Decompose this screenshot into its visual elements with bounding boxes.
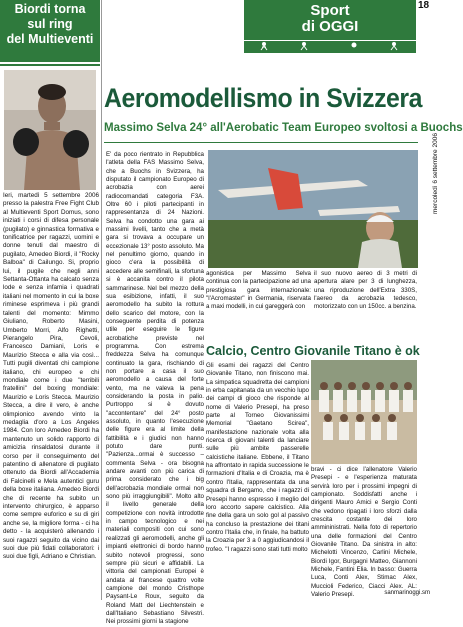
left-article-body bbox=[3, 192, 99, 597]
headline-rule bbox=[104, 142, 418, 143]
boxer-photo-graphic bbox=[4, 70, 96, 190]
article-text: il suo nuovo aereo di 3 metri di apertura alare per 3 di lunghezza, una riproduzione dell'Extra 330S, l'aereo da acrobazia tedesco, motorizzato con un 150cc. a benzina. bbox=[314, 270, 417, 311]
team-photo bbox=[311, 360, 417, 464]
boxer-photo bbox=[4, 70, 96, 190]
left-headline-line: del Multieventi bbox=[6, 32, 94, 46]
page-number: 18 bbox=[418, 0, 430, 11]
left-headline-line: sul ring bbox=[27, 17, 73, 31]
calcio-column-1 bbox=[206, 362, 309, 598]
section-title-line: Sport bbox=[310, 2, 350, 19]
runner-logo bbox=[244, 40, 416, 52]
pilot-plane-photo bbox=[208, 150, 418, 268]
site-url: sanmarinoggi.sm bbox=[384, 590, 430, 596]
calcio-text: bravi - ci dice l'allenatore Valerio Presepi - e l'esperienza maturata servirà loro per i prossimi impegni di campionato. Soddisfatti anche i dirigenti Mauro Amici e Sergio Conti che vedono ripagati i loro sforzi dalla crescita costante dei loro ammininistrati. Nella foto di repertorio una delle formazioni del Centro Giovanile Titano. Da sinistra in alto: Michelotti Vincenzo, Carlini Michele, Biordi Igor, Burgagni Matteo, Giannoni Michele, Fantini Elia. In basso: Guerra Luca, Conti Alex, Stimac Alex, Muccioli Federico, Ciacci Alex. AL: Valerio Presepi. bbox=[311, 466, 417, 599]
calcio-text: Gli esami dei ragazzi del Centro Giovanile Titano, non finiscono mai. La simpatica squadretta dei campioni in erba capitanata da un vecchio lupo dei campi di gioco che risponde al nome di Valerio Presepi, ha preso parte al Torneo Giovanissimi Memorial "Gaetano Scirea", manifestazione nazionale volta alla ricerca di giovani talenti da lanciare sulle più ambite passerelle calcistiche italiane. Ebbene, il Titano ha affrontato in rapida successione le formazioni d'Italia e di Croazia, ma è contro l'Italia, rappresentata da una squadra di Bergamo, che i ragazzi di Presepi hanno espresso il meglio del loro accorto sapere calcistico. Alla fine della gara un solo gol al passivo ha concluso la prestazione dei titani contro l'Italia che, in finale, ha battuto la Croazia per 3 a 0 aggiudicandosi il trofeo. "I ragazzi sono stati tutti molto bbox=[206, 362, 309, 553]
article-text: agonistica per Massimo Selva continua con la partecipazione ad una prestigiosa gara internazionale: "l'Acromaster" in Germania, riservata a maxi modelli, in cui gareggerà con bbox=[206, 270, 311, 311]
date-strip bbox=[422, 14, 439, 214]
article-column-1 bbox=[106, 151, 204, 626]
left-divider bbox=[0, 64, 100, 66]
article-column-3 bbox=[314, 270, 417, 350]
section-title-line: di OGGI bbox=[301, 18, 359, 35]
left-headline bbox=[0, 0, 100, 62]
column-separator bbox=[101, 0, 102, 600]
left-article-text: Ieri, martedì 5 settembre 2006 presso la palestra Free Fight Club al Multieventi Sport Domus, sono iniziati i corsi di difesa personale (pugilato) e ginnastica formativa e tonificatrice per ragazzi, uomini e donne tenuti dal maestro di pugilato, Amedeo Biordi, il "Rocky Balboa" di Cailungo. Si, proprio lui, il pugile che negli anni Settanta-Ottanta ha calcato senza lode e senza infamia i quadrati italiani nel momento in cui la boxe riminese esprimeva i più grandi talenti del momento: Mimmo Giuliano, Roberto Masini, Umberto Morri, Alfo Righetti, Pierangelo Pira, Cevoli, Francesco Damiani, Loris e Maurizio Stecca e alla via così... Tutti pugili diventati chi campione italiano, chi europeo e chi mondiale come i due "terribili fratellini" del boxing mondiale: Maurizio e Loris Stecca. Maurizio Stecca, a dire il vero, è anche olimpionico avendo vinto la medaglia d'oro a Los Angeles 1984. Con loro Amedeo Biordi ha mantenuto un solido rapporto di amicizia rinsaldatosi durante il corso per il conseguimento del patentino di allenatore di pugilato ottenuto da Biordi all'Accademia di Falcinelli e Mela autentici guru della boxe italiana. Amedeo Biordi che di recente ha subito un intervento chirurgico, è apparso come sempre euforico e su di giri anche se, la migliore forma - ci ha detto - la acquisterò allenando i suoi ragazzi seguito da vicino dai suoi due più fidati collaboratori: i suoi due figli, Adriano e Christian. bbox=[3, 192, 99, 561]
pilot-plane-graphic bbox=[208, 150, 418, 268]
article-text: E' da poco rientrato in Repubblica l'atleta della FAS Massimo Selva, che a Buochs in Svizzera, ha disputato il campionato Europeo di acrobazia con aerei radiocomandati categoria F3A. Oltre 60 i piloti partecipanti in rappresentanza di 24 Nazioni. Selva ha condotto una gara ai massimi livelli, tanto che a metà gara si trovava a occupare un eccezionale 13° posto assoluto. Ma nel penultimo giorno, quando in gioco c'era la possibilità di accedere alle semifinali, la sfortuna si è accanita contro il pilota sammarinese. Nel bel mezzo della sua esibizione, infatti, il suo aeromodello ha subito la rottura dello scarico del motore, con la conseguente perdita di potenza utile per eseguire le figure acrobatiche previste nel programma. Con estrema freddezza Selva ha comunque continuato la gara, rischiando di non portare a casa il suo aeromodello a causa del forte vento, ma ne valeva la pena considerando la posta in palio. Purtroppo si è dovuto "accontentare" del 24° posto assoluto, in quanto l'esecuzione delle figure era al limite della fattibilità e i giudici non hanno potuto dare punti. "Pazienza...ormai è successo – commenta Selva - ora bisogna andare avanti con più carica di prima considerato che i big dell'acrobazia mondiale ormai non sono più irraggiungibili". Molto alto il livello generale della competizione con novità introdotte in campo tecnologico e nei materiali compositi con cui sono realizzati gli aeromodelli, anche gli impianti elettronici di bordo hanno subito notevoli progressi, sono sempre più sicuri e affidabili. La vittoria del campionati Europei è andata al francese quattro volte campione del mondo Cristhope Paysant-Le Roux, seguito da Roland Matt del Liechtenstein e dall'Italiano Sebastiano Silvestri. Nei prossimi giorni la stagione bbox=[106, 151, 204, 626]
team-photo-graphic bbox=[311, 360, 417, 464]
article-subheadline: Massimo Selva 24° all'Aerobatic Team Europeo svoltosi a Buochs bbox=[104, 122, 463, 134]
date-line: mercoledì 6 settembre 2006 bbox=[432, 133, 439, 214]
left-headline-line: Biordi torna bbox=[14, 2, 86, 16]
calcio-headline: Calcio, Centro Giovanile Titano è ok bbox=[206, 344, 420, 358]
runner-logo-graphic bbox=[244, 41, 416, 53]
article-headline: Aeromodellismo in Svizzera bbox=[104, 83, 422, 113]
section-header bbox=[244, 0, 416, 40]
